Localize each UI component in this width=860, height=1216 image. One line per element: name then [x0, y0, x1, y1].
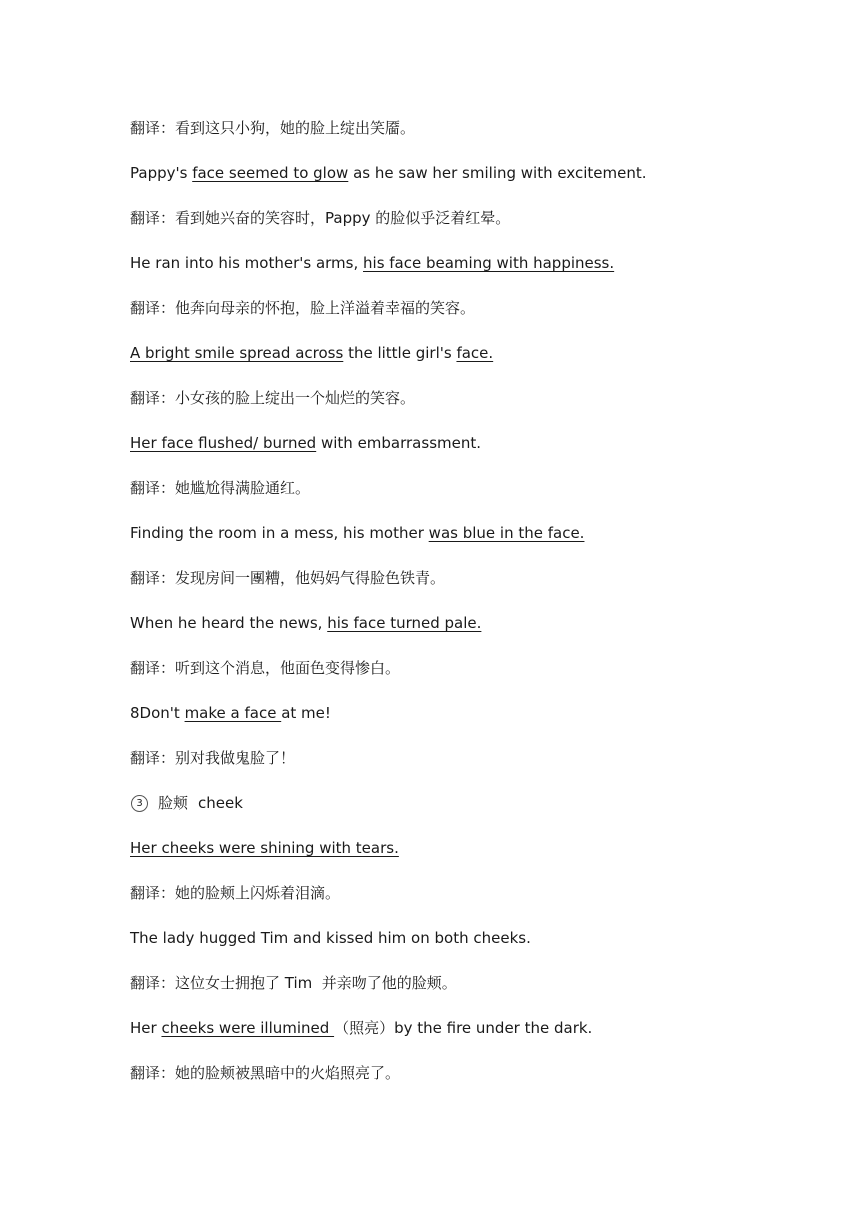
sentence-text: as he saw her smiling with excitement. [348, 164, 647, 182]
example-sentence [130, 1016, 820, 1040]
translation-line [130, 971, 820, 995]
underlined-phrase: his face beaming with happiness. [363, 254, 615, 272]
translation-line [130, 386, 820, 410]
circled-number: 3 [131, 795, 148, 812]
example-sentence [130, 431, 820, 455]
translation-line [130, 881, 820, 905]
translation-text: 翻译：她尴尬得满脸通红。 [130, 479, 311, 497]
example-sentence [130, 341, 820, 365]
translation-text: 翻译：小女孩的脸上绽出一个灿烂的笑容。 [130, 389, 416, 407]
underlined-phrase: cheeks were illumined [161, 1019, 335, 1037]
heading-chinese: 脸颊 [158, 794, 189, 812]
translation-text: 翻译：他奔向母亲的怀抱，脸上洋溢着幸福的笑容。 [130, 299, 476, 317]
sentence-text: the little girl's [343, 344, 457, 362]
underlined-phrase: Her cheeks were shining with tears. [130, 839, 399, 857]
underlined-phrase: make a face [184, 704, 282, 722]
example-sentence [130, 521, 820, 545]
translation-line [130, 746, 820, 770]
translation-line [130, 656, 820, 680]
translation-line [130, 296, 820, 320]
sentence-text: He ran into his mother's arms, [130, 254, 364, 272]
translation-line [130, 566, 820, 590]
translation-text: 翻译：看到她兴奋的笑容时，Pappy 的脸似乎泛着红晕。 [130, 209, 511, 227]
underlined-phrase: face seemed to glow [192, 164, 349, 182]
section-heading-cheek [130, 791, 820, 815]
heading-english: cheek [198, 794, 243, 812]
translation-line [130, 1061, 820, 1085]
sentence-text: Her [130, 1019, 162, 1037]
sentence-text: When he heard the news, [130, 614, 328, 632]
sentence-text: （照亮）by the fire under the dark. [334, 1019, 593, 1037]
underlined-phrase: Her face flushed/ burned [130, 434, 317, 452]
translation-text: 翻译：她的脸颊被黑暗中的火焰照亮了。 [130, 1064, 401, 1082]
example-sentence [130, 251, 820, 275]
translation-text: 翻译：看到这只小狗，她的脸上绽出笑靥。 [130, 119, 416, 137]
example-sentence [130, 701, 820, 725]
translation-line [130, 206, 820, 230]
underlined-phrase: A bright smile spread across [130, 344, 344, 362]
sentence-text: at me! [281, 704, 331, 722]
underlined-phrase: was blue in the face. [428, 524, 585, 542]
example-sentence [130, 836, 820, 860]
underlined-phrase: face. [456, 344, 494, 362]
translation-text: 翻译：她的脸颊上闪烁着泪滴。 [130, 884, 341, 902]
example-sentence [130, 161, 820, 185]
example-sentence [130, 926, 820, 950]
example-sentence [130, 611, 820, 635]
translation-line [130, 116, 820, 140]
sentence-text: with embarrassment. [316, 434, 482, 452]
sentence-text: Pappy's [130, 164, 193, 182]
sentence-text: 8Don't [130, 704, 185, 722]
sentence-text: The lady hugged Tim and kissed him on both cheeks. [130, 929, 531, 947]
translation-text: 翻译：别对我做鬼脸了！ [130, 749, 296, 767]
translation-text: 翻译：发现房间一團糟，他妈妈气得脸色铁青。 [130, 569, 446, 587]
sentence-text: Finding the room in a mess, his mother [130, 524, 429, 542]
underlined-phrase: his face turned pale. [327, 614, 482, 632]
translation-line [130, 476, 820, 500]
translation-text: 翻译：听到这个消息，他面色变得惨白。 [130, 659, 401, 677]
translation-text: 翻译：这位女士拥抱了 Tim 并亲吻了他的脸颊。 [130, 974, 457, 992]
